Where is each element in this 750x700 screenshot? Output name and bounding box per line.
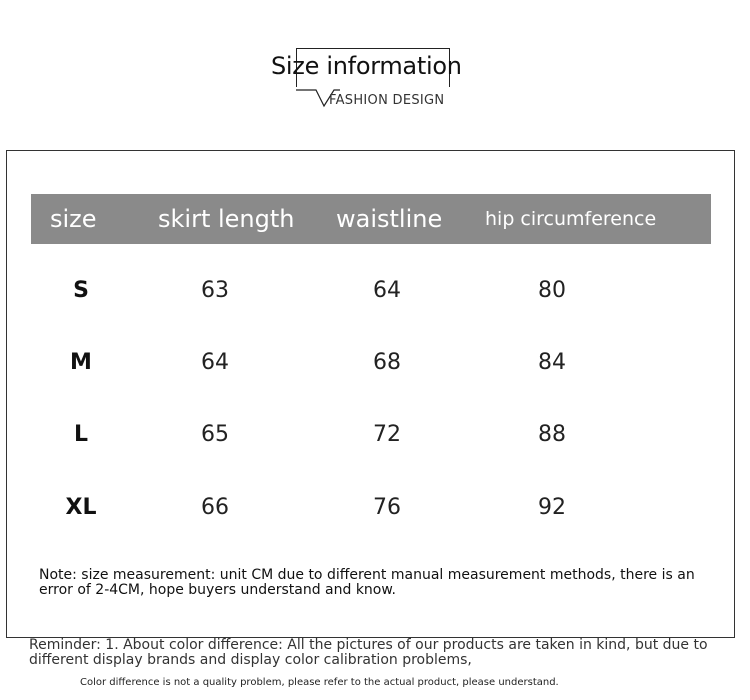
table-row [31, 415, 711, 455]
table-row [31, 271, 711, 311]
cell-waistline: 72 [373, 422, 401, 447]
cell-waistline: 76 [373, 495, 401, 520]
color-difference-small-note: Color difference is not a quality problem, please refer to the actual product, please understand. [80, 677, 559, 688]
cell-waistline: 64 [373, 278, 401, 303]
cell-hip-circumference: 84 [538, 350, 566, 375]
column-header-hip-circumference: hip circumference [485, 208, 657, 230]
page-subtitle: FASHION DESIGN [329, 93, 445, 108]
measurement-note: Note: size measurement: unit CM due to different manual measurement methods, there is an error of 2-4CM, hope buyers understand and know. [39, 567, 695, 598]
column-header-skirt-length: skirt length [158, 205, 295, 233]
cell-hip-circumference: 80 [538, 278, 566, 303]
cell-hip-circumference: 88 [538, 422, 566, 447]
table-row [31, 343, 711, 383]
cell-size: XL [65, 495, 97, 520]
color-difference-reminder: Reminder: 1. About color difference: All the pictures of our products are taken in kind, but due to different display brands and display color calibration problems, [29, 637, 708, 668]
cell-size: M [70, 350, 92, 375]
cell-skirt-length: 66 [201, 495, 229, 520]
column-header-size: size [50, 205, 97, 233]
page-header [0, 0, 750, 140]
cell-skirt-length: 65 [201, 422, 229, 447]
page-title: Size information [271, 52, 462, 80]
cell-waistline: 68 [373, 350, 401, 375]
column-header-waistline: waistline [336, 205, 443, 233]
cell-skirt-length: 64 [201, 350, 229, 375]
cell-size: L [73, 422, 89, 447]
table-row [31, 488, 711, 528]
table-header-row [31, 194, 711, 244]
cell-skirt-length: 63 [201, 278, 229, 303]
cell-hip-circumference: 92 [538, 495, 566, 520]
cell-size: S [73, 278, 89, 303]
